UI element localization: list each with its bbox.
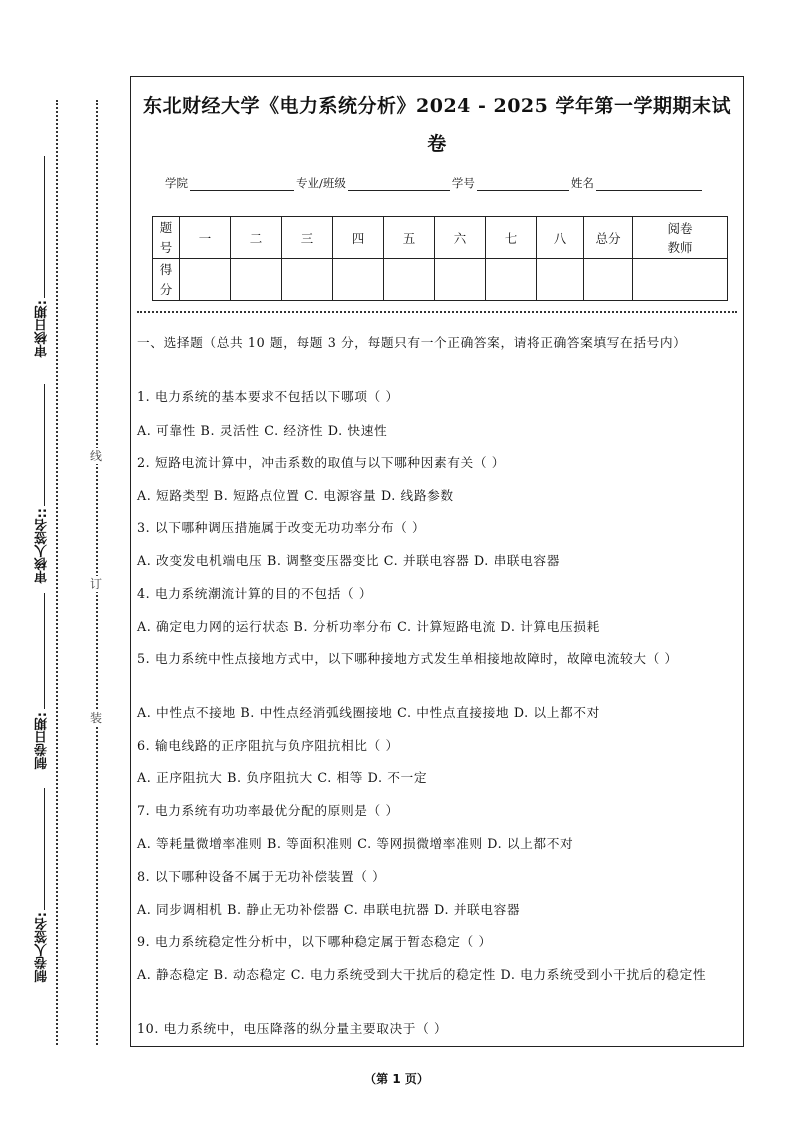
options-1: A. 可靠性 B. 灵活性 C. 经济性 D. 快速性 [137,423,388,438]
score-cell[interactable] [435,259,486,301]
question-1: 1. 电力系统的基本要求不包括以下哪项（ ） [137,389,399,404]
col-1: 一 [180,217,231,259]
college-blank[interactable] [190,178,294,191]
compiler-date-label: 制卷日期: [34,712,50,770]
options-6: A. 正序阻抗大 B. 负序阻抗大 C. 相等 D. 不一定 [137,770,428,785]
reviewer-date-label: 审核日期: [34,300,50,358]
reviewer-date-field [30,300,54,357]
question-5: 5. 电力系统中性点接地方式中，以下哪种接地方式发生单相接地故障时，故障电流较大（ ） [137,651,678,666]
binding-char-line: 线 [86,448,106,464]
score-cell[interactable] [486,259,537,301]
score-table-row1-label: 题号 [153,217,180,259]
score-cell[interactable] [180,259,231,301]
reviewer-signature-label: 审核人签名:: [34,508,50,584]
options-8: A. 同步调相机 B. 静止无功补偿器 C. 串联电抗器 D. 并联电容器 [137,902,521,917]
col-5: 五 [384,217,435,259]
student-id-label: 学号 [451,176,475,190]
compiler-signature-field [30,912,54,982]
col-8: 八 [537,217,584,259]
page-number: （第 1 页） [364,1072,429,1086]
college-label: 学院 [165,176,188,190]
score-table [152,216,728,301]
section-separator [137,311,737,313]
student-info-row [165,175,704,191]
exam-title-line2: 卷 [427,133,447,155]
options-4: A. 确定电力网的运行状态 B. 分析功率分布 C. 计算短路电流 D. 计算电压损耗 [137,619,600,634]
score-table-score-row [153,259,728,301]
score-cell[interactable] [231,259,282,301]
score-table-row2-label: 得分 [153,259,180,301]
col-3: 三 [282,217,333,259]
name-label: 姓名 [570,176,594,190]
col-4: 四 [333,217,384,259]
score-table-header-row [153,217,728,259]
question-8: 8. 以下哪种设备不属于无功补偿装置（ ） [137,869,386,884]
major-blank[interactable] [348,178,450,191]
question-2: 2. 短路电流计算中，冲击系数的取值与以下哪种因素有关（ ） [137,455,506,470]
reviewer-signature-blank[interactable] [44,384,45,506]
major-label: 专业/班级 [296,176,346,190]
score-cell-grader[interactable] [633,259,728,301]
col-grader: 阅卷教师 [633,217,728,259]
score-cell[interactable] [333,259,384,301]
question-7: 7. 电力系统有功功率最优分配的原则是（ ） [137,803,399,818]
options-9: A. 静态稳定 B. 动态稳定 C. 电力系统受到大干扰后的稳定性 D. 电力系统受到小干扰后的稳定性 [137,967,707,982]
reviewer-date-blank[interactable] [44,156,45,298]
score-cell[interactable] [384,259,435,301]
question-9: 9. 电力系统稳定性分析中，以下哪种稳定属于暂态稳定（ ） [137,934,492,949]
name-blank[interactable] [596,178,702,191]
reviewer-signature-field [30,508,54,583]
section-intro: 一、选择题（总共 10 题，每题 3 分，每题只有一个正确答案，请将正确答案填写在括号内） [137,335,687,350]
compiler-date-field [30,712,54,769]
col-2: 二 [231,217,282,259]
question-6: 6. 输电线路的正序阻抗与负序阻抗相比（ ） [137,738,399,753]
compiler-signature-blank[interactable] [44,788,45,910]
compiler-date-blank[interactable] [44,593,45,709]
binding-dotted-line-inner [96,100,98,1045]
question-3: 3. 以下哪种调压措施属于改变无功功率分布（ ） [137,520,426,535]
col-6: 六 [435,217,486,259]
options-5: A. 中性点不接地 B. 中性点经消弧线圈接地 C. 中性点直接接地 D. 以上都不对 [137,705,600,720]
col-total: 总分 [584,217,633,259]
question-4: 4. 电力系统潮流计算的目的不包括（ ） [137,586,373,601]
compiler-signature-label: 制卷人签名: [34,912,50,983]
binding-char-bind: 装 [86,710,106,726]
exam-frame [130,76,744,1047]
question-10: 10. 电力系统中，电压降落的纵分量主要取决于（ ） [137,1021,448,1036]
col-7: 七 [486,217,537,259]
options-2: A. 短路类型 B. 短路点位置 C. 电源容量 D. 线路参数 [137,488,454,503]
exam-title-line1: 东北财经大学《电力系统分析》2024 - 2025 学年第一学期期末试 [143,95,731,117]
options-7: A. 等耗量微增率准则 B. 等面积准则 C. 等网损微增率准则 D. 以上都不对 [137,836,574,851]
score-cell[interactable] [537,259,584,301]
binding-dotted-line-outer [56,100,58,1045]
binding-char-staple: 订 [86,576,106,592]
score-cell[interactable] [282,259,333,301]
options-3: A. 改变发电机端电压 B. 调整变压器变比 C. 并联电容器 D. 串联电容器 [137,553,561,568]
score-cell-total[interactable] [584,259,633,301]
student-id-blank[interactable] [477,178,569,191]
